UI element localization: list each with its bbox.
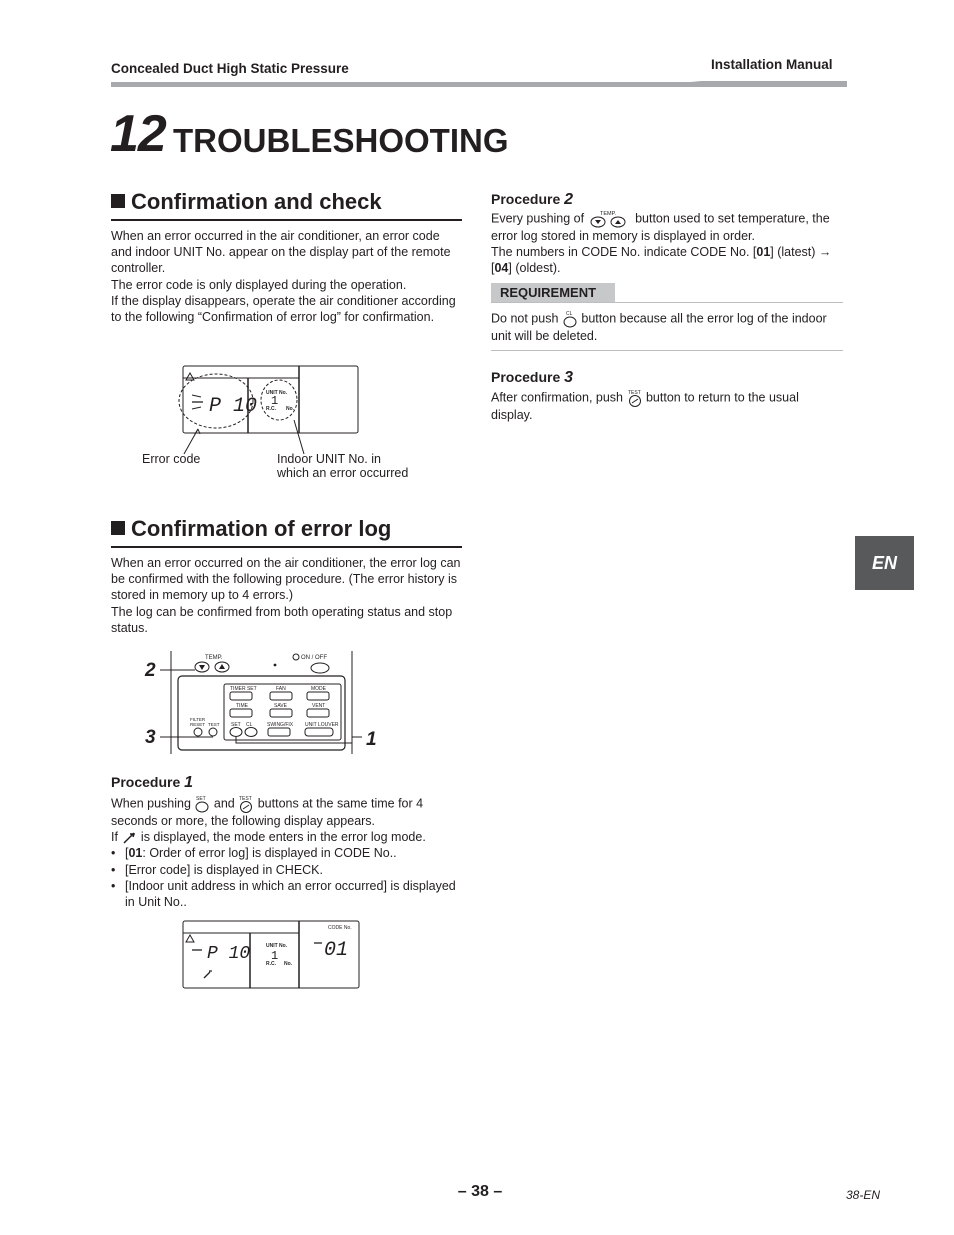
- list-item: • [Indoor unit address in which an error occurred] is displayed in Unit No..: [111, 878, 463, 910]
- language-tab: EN: [855, 536, 914, 590]
- procedure-1-line: [111, 795, 463, 813]
- text-fragment: Do not push: [491, 311, 559, 326]
- text-fragment: buttons at the same time for 4: [257, 796, 424, 811]
- remote-onoff-label: ON / OFF: [301, 655, 327, 661]
- procedure-1-line: [111, 829, 463, 845]
- caption-line: which an error occurred: [277, 466, 409, 480]
- remote-vent-label: VENT: [312, 703, 326, 709]
- requirement-top-rule: [491, 302, 843, 303]
- remote-temp-label: TEMP.: [205, 655, 223, 661]
- cl-button-icon: [562, 310, 578, 328]
- procedure-3-line: display.: [491, 408, 533, 422]
- procedure-1-text: [111, 795, 463, 910]
- list-item: • [01: Order of error log] is displayed in CODE No..: [111, 845, 463, 861]
- log-display-code-no: 01: [324, 939, 349, 962]
- remote-cl-label: CL: [246, 722, 253, 728]
- paragraph: When an error occurred in the air conditioner, an error code and indoor UNIT No. appear on the display part of the remote controller.: [111, 229, 451, 276]
- list-item: • [Error code] is displayed in CHECK.: [111, 862, 463, 878]
- remote-test-label: TEST: [208, 722, 220, 727]
- svg-text:TEMP.: TEMP.: [599, 211, 616, 217]
- test-button-icon: [627, 389, 643, 407]
- procedure-label: Procedure: [491, 369, 561, 385]
- remote-controller-figure: [140, 648, 380, 756]
- caption-line: Indoor UNIT No. in: [277, 452, 381, 466]
- caption-error-code: Error code: [142, 452, 201, 466]
- display-error-code: P 10: [209, 395, 258, 418]
- log-display-unit-digit: 1: [271, 949, 279, 963]
- bold-code: 01: [128, 846, 143, 861]
- text-fragment: and: [213, 796, 235, 811]
- section-rule: [111, 546, 462, 548]
- section-rule: [111, 219, 462, 221]
- procedure-number: 3: [564, 369, 574, 386]
- remote-time-label: TIME: [236, 703, 248, 709]
- header-bar: [111, 81, 847, 87]
- remote-reset-label: RESET: [190, 722, 206, 727]
- procedure-2-line: error log stored in memory is displayed in order.: [491, 229, 756, 243]
- remote-unit-louver-label: UNIT LOUVER: [305, 722, 339, 728]
- remote-save-label: SAVE: [274, 703, 287, 709]
- procedure-label: Procedure: [111, 774, 181, 790]
- procedure-1-bullets: [111, 845, 463, 910]
- requirement-box: [491, 283, 843, 303]
- text-fragment: button used to set temperature, the: [635, 211, 830, 226]
- callout-number: 3: [145, 727, 156, 748]
- procedure-2-line: [491, 210, 846, 228]
- square-bullet-icon: [111, 521, 125, 535]
- procedure-label: Procedure: [491, 191, 561, 207]
- test-button-icon: [238, 795, 254, 813]
- header-manual-type: Installation Manual: [711, 57, 833, 72]
- procedure-1-heading: [111, 773, 193, 792]
- requirement-text: [491, 310, 846, 344]
- procedure-2-text: [491, 210, 846, 277]
- paragraph: The log can be confirmed from both operating status and stop status.: [111, 604, 453, 635]
- section2-text: [111, 555, 463, 636]
- remote-fan-label: FAN: [276, 686, 286, 692]
- text-fragment: The numbers in CODE No. indicate CODE No. [: [491, 245, 757, 260]
- svg-text:TEST: TEST: [627, 390, 641, 396]
- page-number: – 38 –: [457, 1183, 503, 1200]
- text-fragment: button to return to the usual: [645, 390, 799, 405]
- log-display-error-code: P 10: [207, 944, 251, 964]
- text-fragment: If: [111, 830, 118, 845]
- text-fragment: button because all the error log of the indoor: [581, 311, 827, 326]
- procedure-number: 1: [184, 774, 194, 791]
- chapter-number: 12: [110, 105, 166, 163]
- bold-code: 01: [756, 245, 771, 260]
- display-rc-label: R.C.: [266, 406, 276, 412]
- procedure-2-heading: [491, 190, 573, 209]
- section-heading-confirmation-check: [111, 189, 382, 215]
- error-log-display-figure: [182, 920, 362, 990]
- requirement-label: REQUIREMENT: [500, 285, 597, 300]
- procedure-1-line: seconds or more, the following display appears.: [111, 814, 376, 828]
- bold-code: 04: [494, 261, 509, 276]
- text-fragment: : Order of error log] is displayed in CODE No..: [142, 846, 397, 861]
- remote-filter-label: FILTER: [190, 717, 206, 722]
- error-display-figure: [176, 362, 366, 457]
- svg-text:SET: SET: [196, 796, 207, 802]
- procedure-2-line: [491, 260, 846, 276]
- page-code: 38-EN: [846, 1188, 881, 1202]
- log-display-no-label: No.: [284, 961, 293, 967]
- text-fragment: Every pushing of: [491, 211, 585, 226]
- callout-number: 2: [145, 660, 156, 681]
- square-bullet-icon: [111, 194, 125, 208]
- chapter-title: TROUBLESHOOTING: [173, 122, 509, 159]
- remote-mode-label: MODE: [311, 686, 326, 692]
- procedure-2-line: [491, 244, 846, 260]
- text-fragment: is displayed, the mode enters in the error log mode.: [140, 830, 426, 845]
- requirement-bottom-rule: [491, 350, 843, 351]
- section1-text: [111, 228, 463, 325]
- section-heading-confirmation-error-log: [111, 516, 391, 542]
- display-unit-label: UNIT No.: [266, 390, 288, 396]
- header-document-title: Concealed Duct High Static Pressure: [111, 61, 349, 76]
- callout-number: 1: [366, 729, 377, 750]
- requirement-line: unit will be deleted.: [491, 329, 598, 343]
- display-unit-digit: 1: [271, 394, 279, 408]
- section-heading-text: Confirmation and check: [131, 189, 382, 214]
- log-display-code-no-label: CODE No.: [328, 925, 352, 931]
- temp-up-down-button-icon: [588, 210, 632, 228]
- paragraph: The error code is only displayed during the operation.: [111, 277, 407, 292]
- set-button-icon: [194, 795, 210, 813]
- remote-swing-label: SWING/FIX: [267, 722, 294, 728]
- text-fragment: After confirmation, push: [491, 390, 624, 405]
- svg-text:TEST: TEST: [239, 796, 253, 802]
- procedure-3-line: [491, 389, 846, 407]
- remote-set-label: SET: [231, 722, 241, 728]
- display-no-label: No.: [286, 406, 295, 412]
- text-fragment: ] (latest) →: [770, 245, 832, 260]
- remote-timer-label: TIMER SET: [230, 686, 257, 692]
- log-display-unit-label: UNIT No.: [266, 943, 288, 949]
- paragraph: If the display disappears, operate the air conditioner according to the following “Confirmation of error log” for confirmation.: [111, 293, 456, 325]
- text-fragment: ] (oldest).: [508, 261, 561, 276]
- procedure-3-text: [491, 389, 846, 423]
- text-fragment: [: [491, 261, 495, 276]
- section-heading-text: Confirmation of error log: [131, 516, 392, 541]
- procedure-3-heading: [491, 368, 573, 387]
- paragraph: When an error occurred on the air conditioner, the error log can be confirmed with the following procedure. (The error history is stored in memory up to 4 errors.): [111, 556, 461, 603]
- text-fragment: When pushing: [111, 796, 191, 811]
- caption-indoor-unit: [277, 452, 408, 480]
- wrench-icon: [121, 831, 137, 845]
- svg-text:CL: CL: [565, 311, 573, 317]
- log-display-rc-label: R.C.: [266, 961, 276, 967]
- requirement-line: [491, 310, 846, 328]
- procedure-number: 2: [564, 191, 574, 208]
